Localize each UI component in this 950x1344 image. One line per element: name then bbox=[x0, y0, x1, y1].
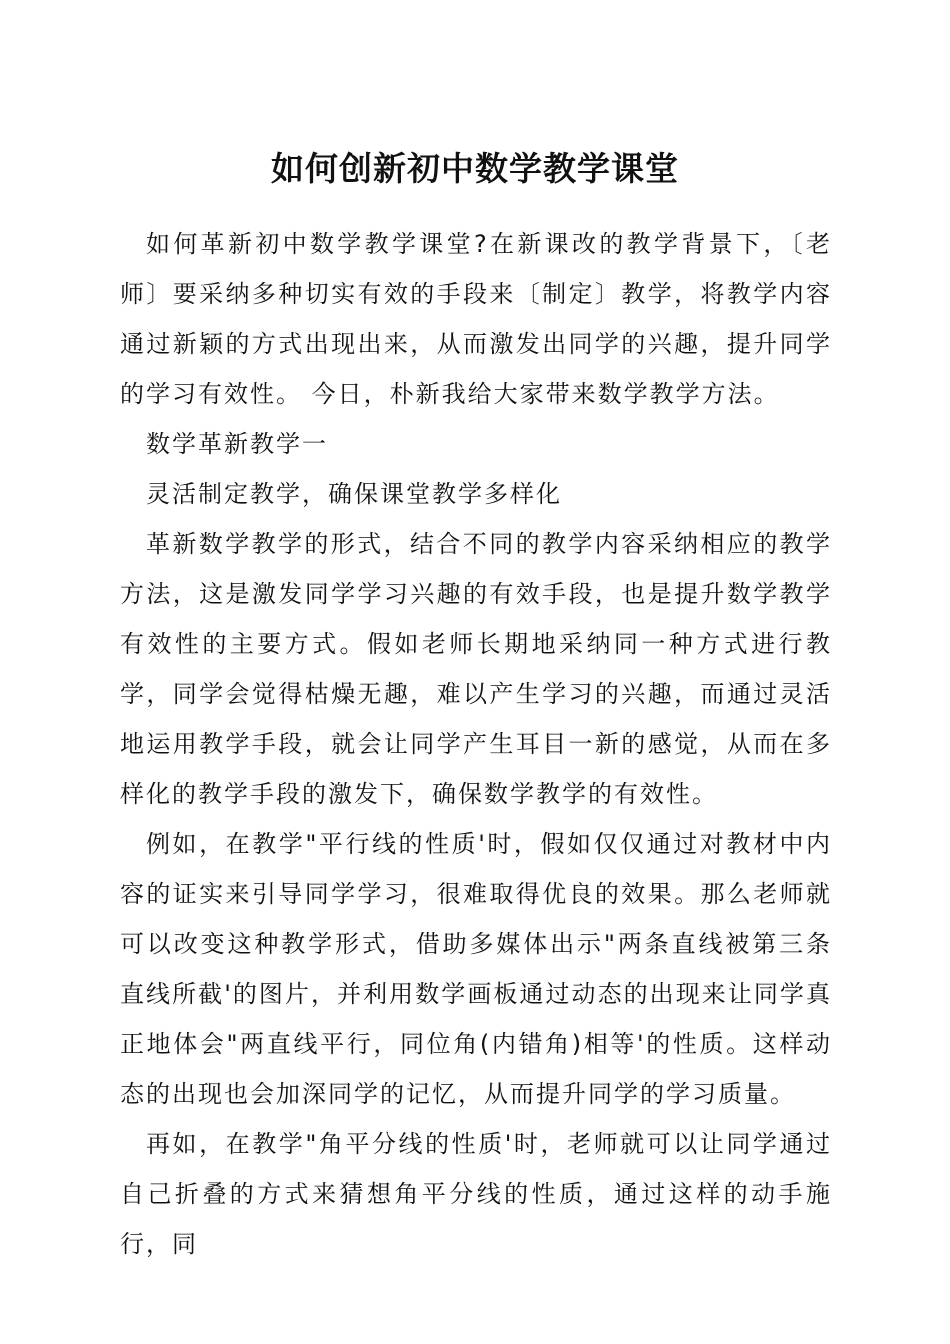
paragraph-example-2: 再如，在教学"角平分线的性质'时，老师就可以让同学通过自己折叠的方式来猜想角平分线的性质，通过这样的动手施行，同 bbox=[120, 1130, 832, 1258]
document-body bbox=[120, 219, 832, 1269]
paragraph-intro: 如何革新初中数学教学课堂?在新课改的教学背景下，〔老师〕要采纳多种切实有效的手段来〔制定〕教学，将教学内容通过新颖的方式出现出来，从而激发出同学的兴趣，提升同学的学习有效性。 今日，朴新我给大家带来数学教学方法。 bbox=[120, 230, 832, 408]
document-title: 如何创新初中数学教学课堂 bbox=[271, 149, 679, 188]
section-heading: 数学革新教学一 bbox=[146, 430, 328, 458]
paragraph-body: 革新数学教学的形式，结合不同的教学内容采纳相应的教学方法，这是激发同学学习兴趣的有效手段，也是提升数学教学有效性的主要方式。假如老师长期地采纳同一种方式进行教学，同学会觉得枯燥无趣，难以产生学习的兴趣，而通过灵活地运用教学手段，就会让同学产生耳目一新的感觉，从而在多样化的教学手段的激发下，确保数学教学的有效性。 bbox=[120, 530, 832, 808]
section-subheading: 灵活制定教学，确保课堂教学多样化 bbox=[146, 480, 562, 508]
paragraph-example-1: 例如，在教学"平行线的性质'时，假如仅仅通过对教材中内容的证实来引导同学学习，很难取得优良的效果。那么老师就可以改变这种教学形式，借助多媒体出示"两条直线被第三条直线所截'的图片，并利用数学画板通过动态的出现来让同学真正地体会"两直线平行，同位角(内错角)相等'的性质。这样动态的出现也会加深同学的记忆，从而提升同学的学习质量。 bbox=[120, 830, 832, 1108]
